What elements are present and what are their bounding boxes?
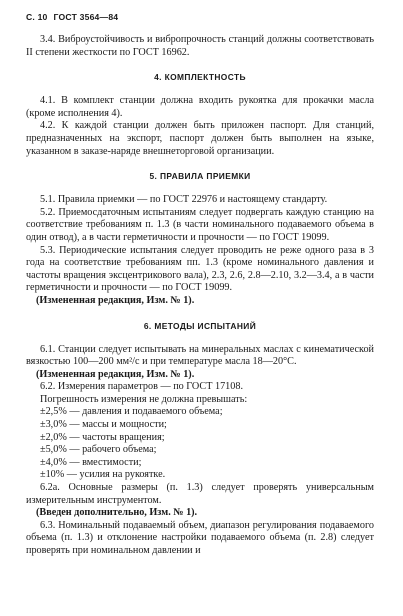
spacer xyxy=(26,331,374,344)
spacer xyxy=(26,59,374,72)
paragraph: 6.2. Измерения параметров — по ГОСТ 17108. xyxy=(40,381,243,393)
section-heading: 5. ПРАВИЛА ПРИЕМКИ xyxy=(149,171,251,182)
tolerance-line: ±5,0% — рабочего объема; xyxy=(40,444,157,456)
document-text xyxy=(26,34,374,558)
tolerance-line: ±4,0% — вместимости; xyxy=(40,456,142,468)
paragraph: 6.1. Станции следует испытывать на минеральных маслах с кинематической вязкостью 100—200 мм²/с и при температуре масла 18—20°С. xyxy=(26,343,374,368)
amendment-note: (Измененная редакция, Изм. № 1). xyxy=(36,294,195,306)
paragraph: 3.4. Виброустойчивость и вибропрочность станций должны соответствовать II степени жесткости по ГОСТ 16962. xyxy=(26,34,374,58)
paragraph: 5.2. Приемосдаточным испытаниям следует подвергать каждую станцию на соответствие требованиям п. 1.3 (в части номинального подаваемого объема в один отвод), а в части герметичности и прочности — по ГОСТ 19099. xyxy=(26,206,374,243)
tolerance-line: ±10% — усилия на рукоятке. xyxy=(40,469,166,481)
amendment-note: (Измененная редакция, Изм. № 1). xyxy=(36,368,195,380)
amendment-note: (Введен дополнительно, Изм. № 1). xyxy=(36,507,198,519)
spacer xyxy=(26,181,374,194)
spacer xyxy=(26,158,374,171)
tolerance-line: ±2,5% — давления и подаваемого объема; xyxy=(40,406,223,418)
paragraph: 4.2. К каждой станции должен быть приложен паспорт. Для станций, предназначенных на экспорт, паспорт должен быть выполнен на языке, указанном в заказе-наряде внешнеторговой организации. xyxy=(26,120,374,157)
paragraph: 5.1. Правила приемки — по ГОСТ 22976 и настоящему стандарту. xyxy=(40,194,328,206)
page-header xyxy=(26,12,118,22)
section-heading: 6. МЕТОДЫ ИСПЫТАНИЙ xyxy=(143,320,257,331)
tolerance-line: Погрешность измерения не должна превышать: xyxy=(40,393,248,405)
section-heading: 4. КОМПЛЕКТНОСТЬ xyxy=(154,72,246,83)
paragraph: 6.2а. Основные размеры (п. 1.3) следует проверять универсальным измерительным инструментом. xyxy=(26,482,374,506)
tolerance-line: ±3,0% — массы и мощности; xyxy=(40,419,167,431)
tolerance-line: ±2,0% — частоты вращения; xyxy=(40,431,165,443)
paragraph: 5.3. Периодические испытания следует проводить не реже одного раза в 3 года на соответствие требованиям пп. 1.3 (кроме номинального давления и частоты вращения эксцентрикового вала), 2.3, 2.6, 2.8—2.10, 3.2—3.4, а в части герметичности и прочности — по ГОСТ 19099. xyxy=(26,244,374,294)
spacer xyxy=(26,82,374,95)
spacer xyxy=(26,308,374,321)
paragraph: 6.3. Номинальный подаваемый объем, диапазон регулирования подаваемого объема (п. 1.3) и отклонение настройки подаваемого объема (п. 2.8) следует проверять при номинальном давлении и xyxy=(26,519,374,556)
paragraph: 4.1. В комплект станции должна входить рукоятка для прокачки масла (кроме исполнения 4). xyxy=(26,95,374,119)
standard-number: ГОСТ 3564—84 xyxy=(53,12,119,22)
page-number: С. 10 xyxy=(26,12,48,22)
